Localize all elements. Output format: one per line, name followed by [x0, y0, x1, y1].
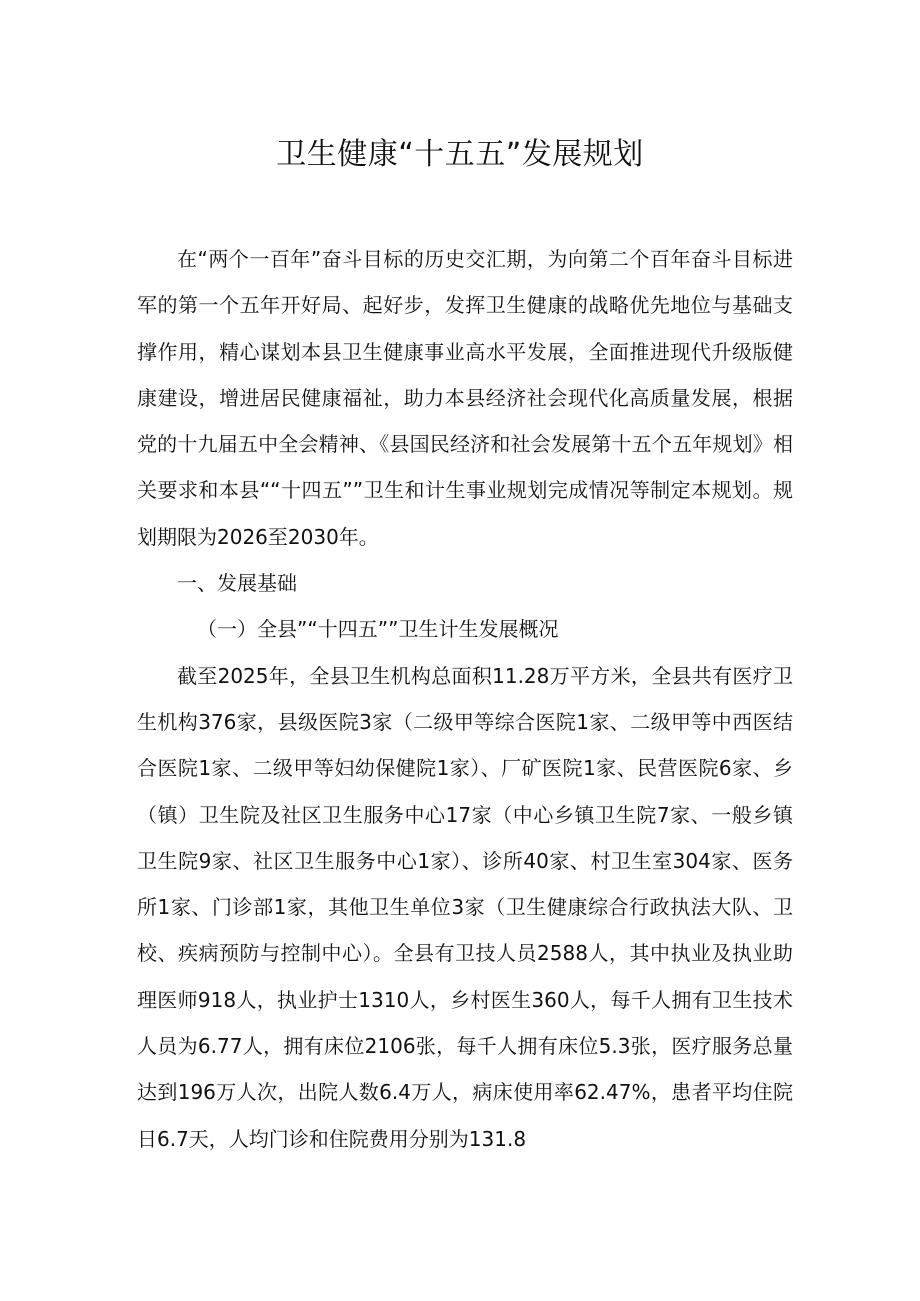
document-title: 卫生健康“十五五”发展规划	[276, 137, 644, 172]
overview-paragraph: 截至2025年，全县卫生机构总面积11.28万平方米，全县共有医疗卫生机构376家，县级医院3家（二级甲等综合医院1家、二级甲等中西医结合医院1家、二级甲等妇幼保健院1家）、厂矿医院1家、民营医院6家、乡（镇）卫生院及社区卫生服务中心17家（中心乡镇卫生院7家、一般乡镇卫生院9家、社区卫生服务中心1家）、诊所40家、村卫生室304家、医务所1家、门诊部1家，其他卫生单位3家（卫生健康综合行政执法大队、卫校、疾病预防与控制中心）。全县有卫技人员2588人，其中执业及执业助理医师918人，执业护士1310人，乡村医生360人，每千人拥有卫生技术人员为6.77人，拥有床位2106张，每千人拥有床位5.3张，医疗服务总量达到196万人次，出院人数6.4万人，病床使用率62.47%，患者平均住院日6.7天，人均门诊和住院费用分别为131.8	[137, 663, 793, 1151]
document-body	[137, 236, 793, 1162]
section-heading-development-basis: 一、发展基础	[177, 571, 297, 596]
intro-paragraph: 在“两个一百年”奋斗目标的历史交汇期，为向第二个百年奋斗目标进军的第一个五年开好局、起好步，发挥卫生健康的战略优先地位与基础支撑作用，精心谋划本县卫生健康事业高水平发展，全面推进现代升级版健康建设，增进居民健康福祉，助力本县经济社会现代化高质量发展，根据党的十九届五中全会精神、《县国民经济和社会发展第十五个五年规划》相关要求和本县““十四五””卫生和计生事业规划完成情况等制定本规划。规划期限为2026至2030年。	[137, 247, 793, 549]
subsection-heading-overview: （一）全县”“十四五””卫生计生发展概况	[197, 617, 559, 642]
